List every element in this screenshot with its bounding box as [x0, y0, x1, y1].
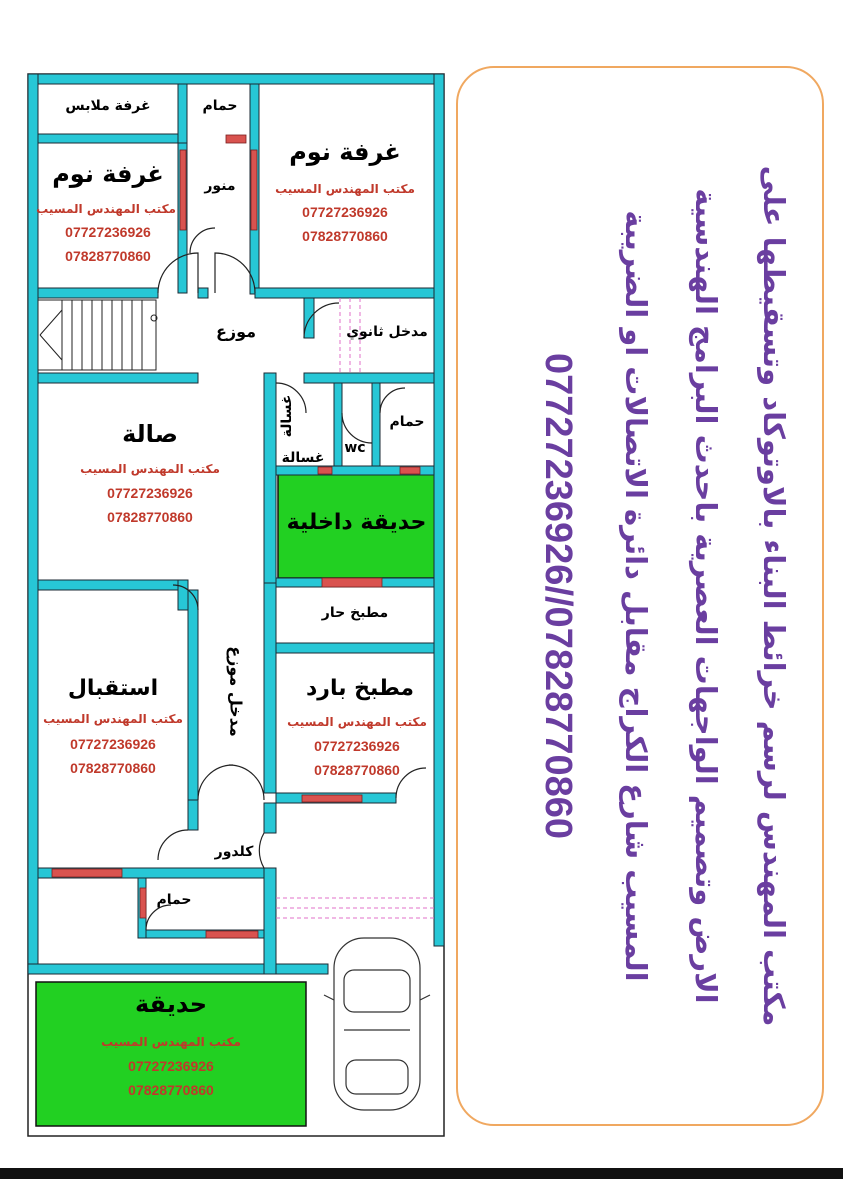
room-label-skylight: منور — [204, 178, 236, 194]
phone1-bedroom-left: 07727236926 — [65, 224, 151, 240]
room-label-inner-garden: حديقة داخلية — [286, 510, 427, 535]
room-label-closet: غرفة ملابس — [65, 98, 151, 114]
office-name-hall: مكتب المهندس المسيب — [80, 462, 220, 476]
car-icon — [324, 938, 430, 1110]
room-label-garden: حديقة — [135, 990, 207, 1018]
phone2-hall: 07828770860 — [107, 509, 193, 525]
room-label-bath-bottom: حمام — [156, 892, 192, 908]
phone2-cold-kitchen: 07828770860 — [314, 762, 400, 778]
phone1-bedroom-right: 07727236926 — [302, 204, 388, 220]
phone1-hall: 07727236926 — [107, 485, 193, 501]
room-label-laundry-b: غسالة — [281, 450, 325, 466]
phone2-bedroom-right: 07828770860 — [302, 228, 388, 244]
ad-panel — [456, 66, 824, 1126]
ad-line-1: مكتب المهندس لرسم خرائط البناء بالاوتوكاد وتسقيطها على — [757, 165, 791, 1027]
phone2-bedroom-left: 07828770860 — [65, 248, 151, 264]
room-label-reception: استقبال — [67, 676, 159, 701]
staircase — [38, 300, 157, 370]
office-name-reception: مكتب المهندس المسيب — [43, 712, 183, 726]
office-name-cold-kitchen: مكتب المهندس المسيب — [287, 715, 427, 729]
room-label-bedroom-right: غرفة نوم — [289, 138, 401, 166]
room-label-bedroom-left: غرفة نوم — [52, 160, 164, 188]
room-label-wc: wc — [344, 440, 366, 456]
room-label-bath-top: حمام — [202, 98, 238, 114]
room-label-hot-kitchen: مطبخ حار — [321, 605, 389, 621]
office-name-bedroom-right: مكتب المهندس المسيب — [275, 182, 415, 196]
office-name-garden: مكتب المهندس المسيب — [101, 1035, 241, 1049]
room-label-lobby: موزع — [215, 322, 257, 341]
room-label-secondary-entrance: مدخل ثانوي — [346, 324, 428, 340]
phone2-garden: 07828770860 — [128, 1082, 214, 1098]
room-label-hall: صالة — [122, 420, 178, 448]
ad-line-2: الارض وتصميم الواجهات العصرية باحدث البرامج الهندسية — [689, 188, 723, 1004]
room-label-bath-mid: حمام — [389, 414, 425, 430]
phone2-reception: 07828770860 — [70, 760, 156, 776]
bottom-bar — [0, 1168, 843, 1179]
room-label-cold-kitchen: مطبخ بارد — [305, 676, 415, 701]
room-label-laundry-a: غسالة — [279, 394, 295, 438]
office-name-bedroom-left: مكتب المهندس المسيب — [36, 202, 176, 216]
phone1-garden: 07727236926 — [128, 1058, 214, 1074]
phone1-cold-kitchen: 07727236926 — [314, 738, 400, 754]
ad-line-3: المسيب شارع الكراج مقابل دائرة الاتصالات او الضريبة — [619, 210, 653, 982]
ad-line-4: 07727236926//07828770860 — [537, 352, 579, 840]
room-label-entrance-lobby: مدخل موزع — [226, 646, 246, 737]
room-label-vestibule: كلدور — [214, 844, 254, 860]
phone1-reception: 07727236926 — [70, 736, 156, 752]
